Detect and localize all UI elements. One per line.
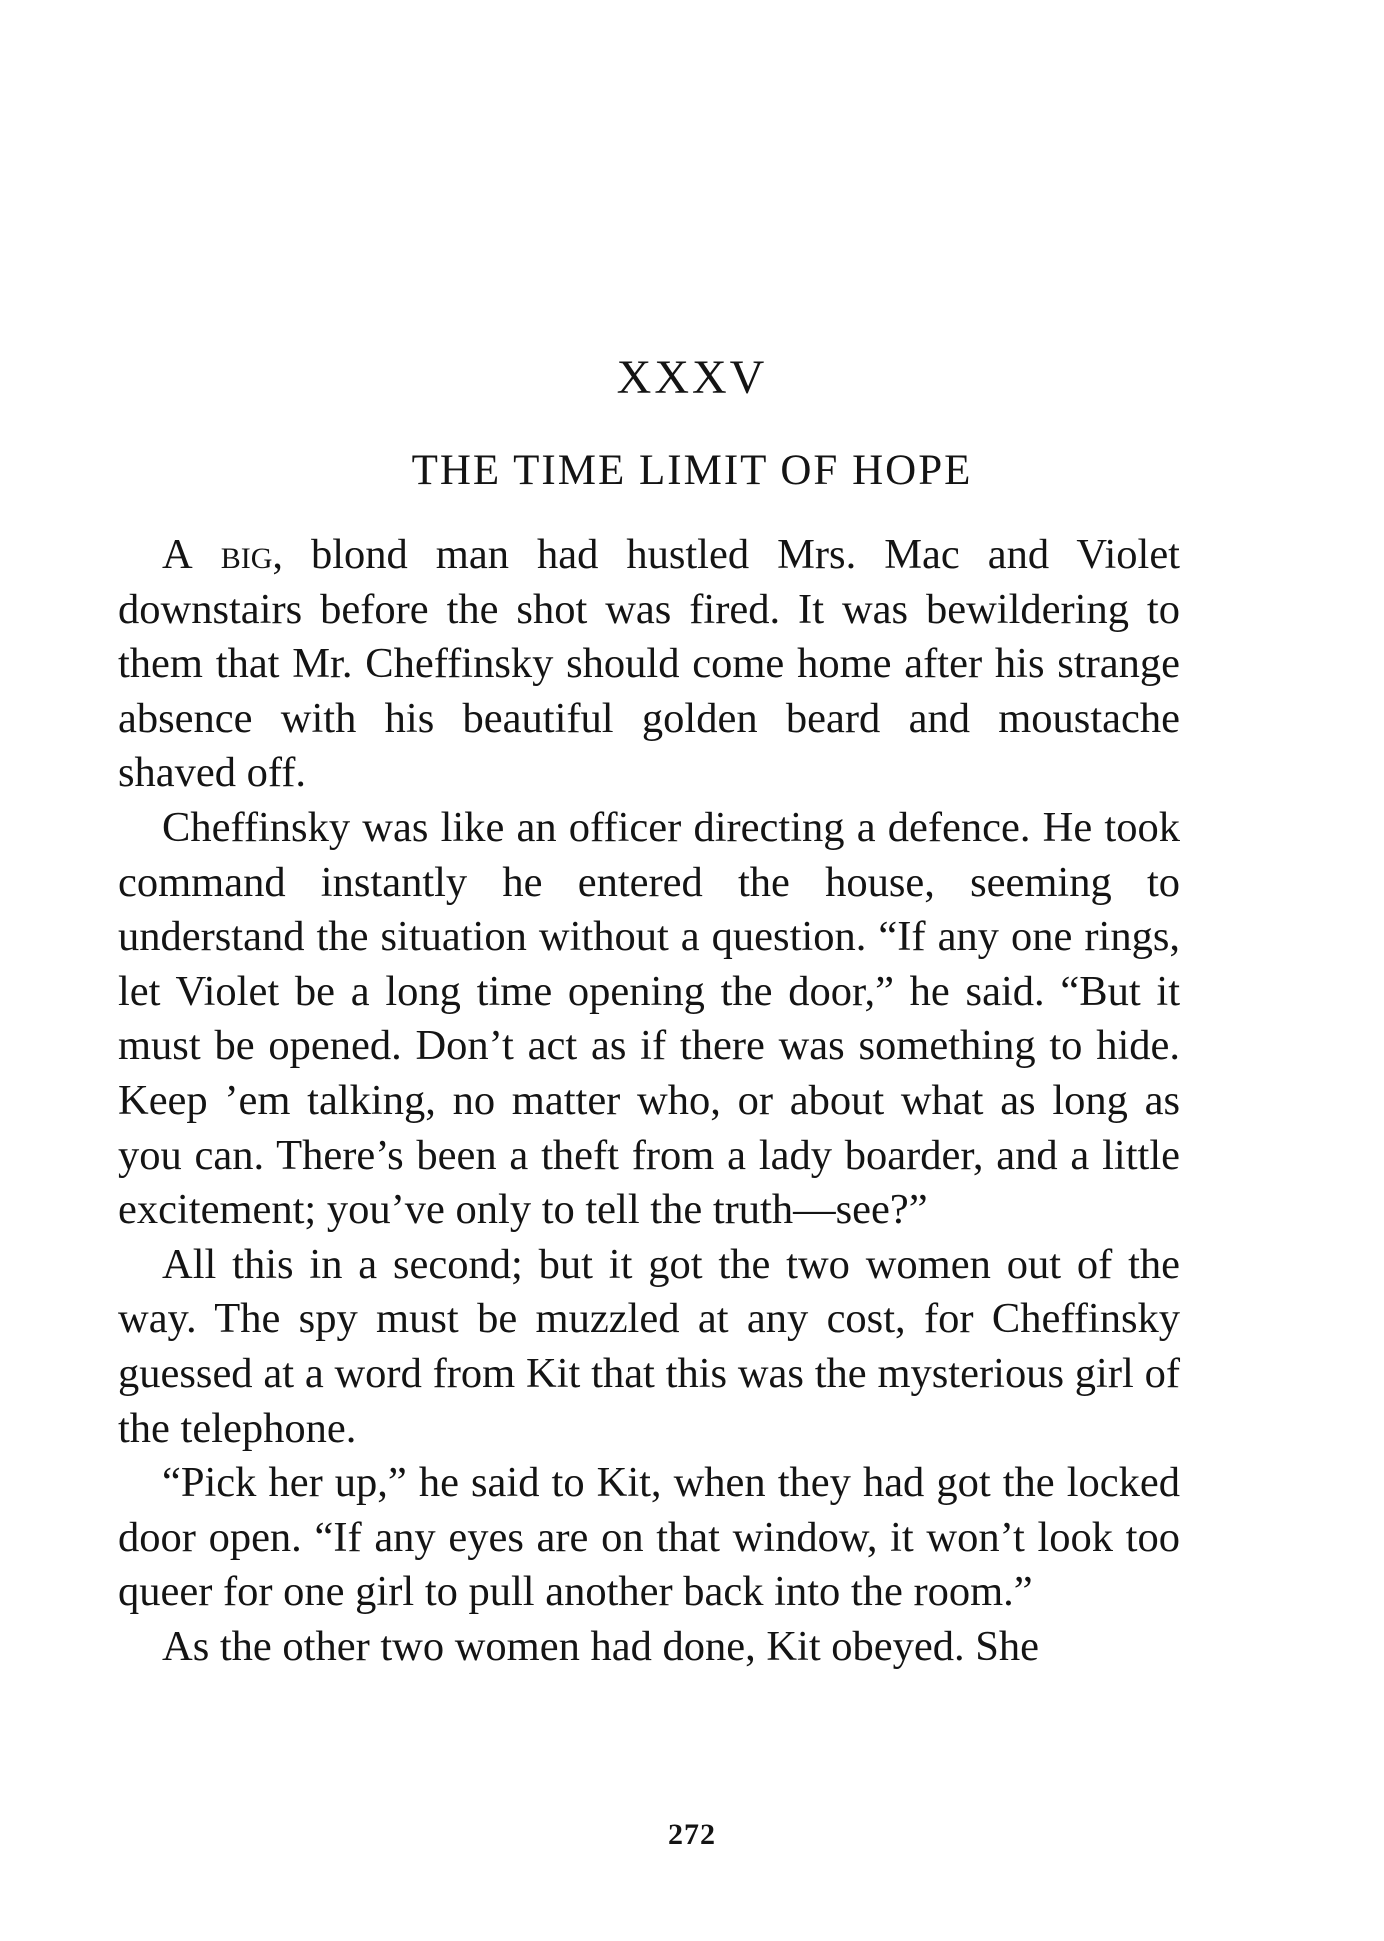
paragraph-2: Cheffinsky was like an officer directing a defence. He took command instantly he entered the house, seeming to understand the situation without a question. “If any one rings, let Violet be a long time opening the door,” he said. “But it must be opened. Don’t act as if there was something to hide. Keep ’em talking, no matter who, or about what as long as you can. There’s been a theft from a lady boarder, and a little excitement; you’ve only to tell the truth—see?”	[118, 803, 1180, 1234]
drop-lead: A	[162, 531, 193, 578]
chapter-title: THE TIME LIMIT OF HOPE	[411, 447, 973, 494]
paragraph-5: As the other two women had done, Kit obeyed. She	[162, 1622, 1039, 1670]
page-number: 272	[668, 1818, 716, 1851]
paragraph-3: All this in a second; but it got the two women out of the way. The spy must be muzzled at any cost, for Cheffinsky guessed at a word from Kit that this was the mysterious girl of the telephone.	[118, 1240, 1180, 1452]
chapter-number: XXXV	[616, 351, 768, 404]
body-text	[118, 528, 1180, 1674]
paragraph-4: “Pick her up,” he said to Kit, when they had got the locked door open. “If any eyes are on that window, it won’t look too queer for one girl to pull another back into the room.”	[118, 1459, 1180, 1616]
paragraph-1-text: , blond man had hustled Mrs. Mac and Violet downstairs before the shot was fired. It was bewildering to them that Mr. Cheffinsky should come home after his strange absence with his beautiful golden beard and moustache shaved off.	[118, 531, 1180, 797]
paragraph-1	[118, 528, 1180, 801]
small-caps-lead: big	[192, 531, 273, 578]
